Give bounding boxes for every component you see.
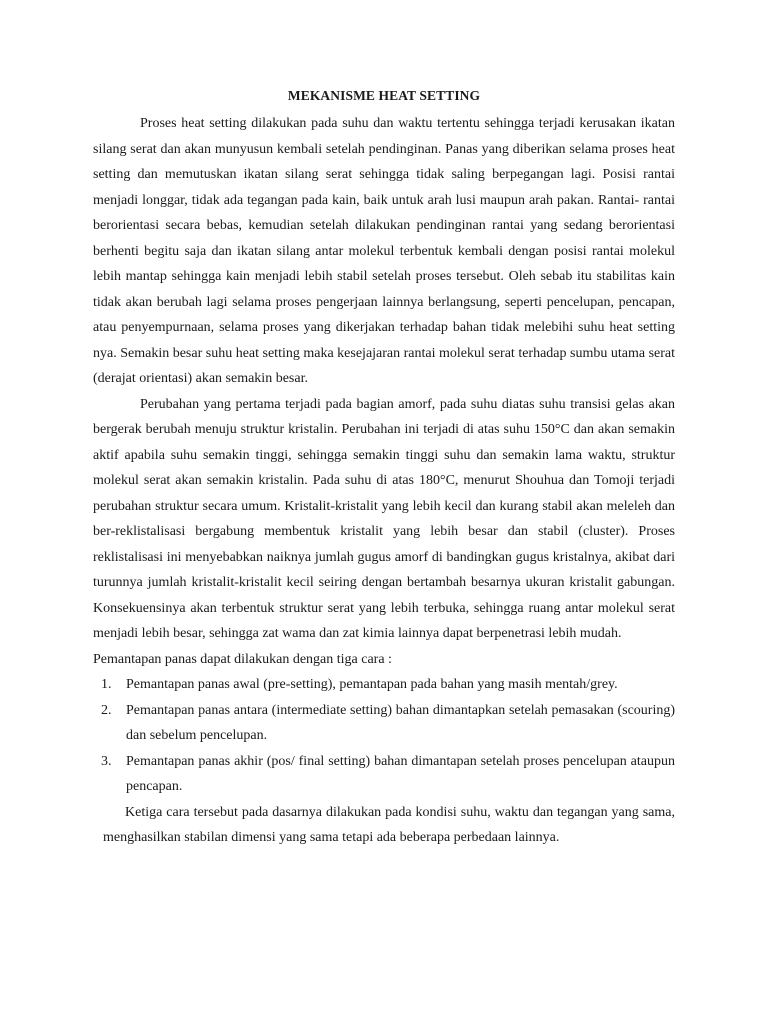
list-item-number: 2.: [101, 702, 112, 718]
list-item: [93, 698, 675, 749]
document-page: [93, 86, 675, 851]
closing-paragraph: Ketiga cara tersebut pada dasarnya dilakukan pada kondisi suhu, waktu dan tegangan yang sama, menghasilkan stabilan dimensi yang sama tetapi ada beberapa perbedaan lainnya.: [103, 804, 675, 845]
paragraph-heat-setting-process: Proses heat setting dilakukan pada suhu dan waktu tertentu sehingga terjadi kerusakan ikatan silang serat dan akan munyusun kembali setelah pendinginan. Panas yang diberikan selama proses heat setting dan memutuskan ikatan silang serat sehingga tidak saling berpegangan lagi. Posisi rantai menjadi longgar, tidak ada tegangan pada kain, baik untuk arah lusi maupun arah pakan. Rantai- rantai berorientasi secara bebas, kemudian setelah dilakukan pendinginan rantai yang sedang berorientasi berhenti begitu saja dan ikatan silang antar molekul terbentuk kembali dengan posisi rantai molekul lebih mantap sehingga kain menjadi lebih stabil setelah proses tersebut. Oleh sebab itu stabilitas kain tidak akan berubah lagi selama proses pengerjaan lainnya berlangsung, seperti pencelupan, pencapan, atau penyempurnaan, selama proses yang dikerjakan terhadap bahan tidak melebihi suhu heat setting nya. Semakin besar suhu heat setting maka kesejajaran rantai molekul serat terhadap sumbu utama serat (derajat orientasi) akan semakin besar.: [93, 116, 675, 386]
list-item-text: Pemantapan panas awal (pre-setting), pemantapan pada bahan yang masih mentah/grey.: [126, 677, 618, 692]
setting-methods-list: [93, 672, 675, 800]
list-item-text: Pemantapan panas antara (intermediate setting) bahan dimantapkan setelah pemasakan (scouring) dan sebelum pencelupan.: [126, 702, 675, 743]
document-title: MEKANISME HEAT SETTING: [287, 88, 481, 103]
list-item-text: Pemantapan panas akhir (pos/ final setting) bahan dimantapan setelah proses pencelupan ataupun pencapan.: [126, 753, 675, 794]
paragraph-structural-change: Perubahan yang pertama terjadi pada bagian amorf, pada suhu diatas suhu transisi gelas akan bergerak berubah menuju struktur kristalin. Perubahan ini terjadi di atas suhu 150°C dan akan semakin aktif apabila suhu semakin tinggi, sehingga semakin tinggi suhu dan semakin lama waktu, struktur molekul serat akan semakin kristalin. Pada suhu di atas 180°C, menurut Shouhua dan Tomoji terjadi perubahan struktur secara umum. Kristalit-kristalit yang lebih kecil dan kurang stabil akan meleleh dan ber-reklistalisasi bergabung membentuk kristalit yang lebih besar dan stabil (cluster). Proses reklistalisasi ini menyebabkan naiknya jumlah gugus amorf di bandingkan gugus kristalnya, akibat dari turunnya jumlah kristalit-kristalit kecil seiring dengan bertambah besarnya ukuran kristalit gabungan. Konsekuensinya akan terbentuk struktur serat yang lebih terbuka, sehingga ruang antar molekul serat menjadi lebih besar, sehingga zat wama dan zat kimia lainnya dapat berpenetrasi lebih mudah.: [93, 396, 675, 641]
list-intro: Pemantapan panas dapat dilakukan dengan tiga cara :: [93, 651, 392, 667]
list-item: [93, 672, 675, 698]
list-item-number: 3.: [101, 753, 112, 769]
list-item: [93, 749, 675, 800]
list-item-number: 1.: [101, 677, 112, 692]
